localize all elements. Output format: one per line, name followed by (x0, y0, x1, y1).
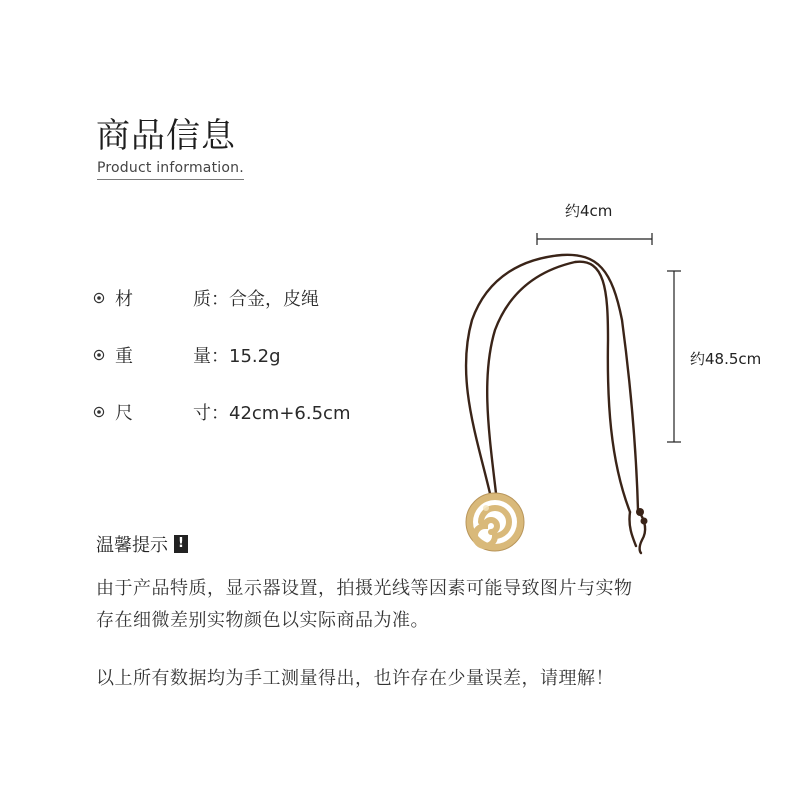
spec-value: ：15.2g (211, 346, 281, 367)
height-dimension-line (667, 271, 681, 442)
notice-heading (96, 531, 188, 557)
height-dimension-label: 约48.5cm (690, 350, 762, 368)
notice-title: 温馨提示 (96, 535, 168, 556)
cord-knot (636, 508, 644, 516)
page-subtitle: Product information. (97, 160, 244, 180)
spec-label-char: 量 (193, 346, 211, 367)
spec-label-char: 质 (193, 289, 211, 310)
spec-value: ：合金，皮绳 (211, 289, 319, 310)
spec-value: ：42cm+6.5cm (211, 403, 351, 424)
cord-knot (641, 518, 648, 525)
spiral-pendant (466, 493, 524, 551)
page-title: 商品信息 (96, 116, 236, 156)
spec-label-char: 寸 (193, 403, 211, 424)
spec-label-char: 重 (115, 346, 133, 367)
width-dimension-line (537, 233, 652, 245)
spec-label-char: 尺 (115, 403, 133, 424)
notice-paragraph-line: 以上所有数据均为手工测量得出，也许存在少量误差，请理解！ (96, 668, 614, 689)
notice-paragraph-line: 由于产品特质，显示器设置，拍摄光线等因素可能导致图片与实物 (96, 578, 633, 599)
spec-label-char: 材 (115, 289, 133, 310)
notice-paragraph-line: 存在细微差别实物颜色以实际商品为准。 (96, 610, 429, 631)
exclamation-icon: ! (174, 535, 188, 553)
width-dimension-label: 约4cm (565, 202, 613, 220)
